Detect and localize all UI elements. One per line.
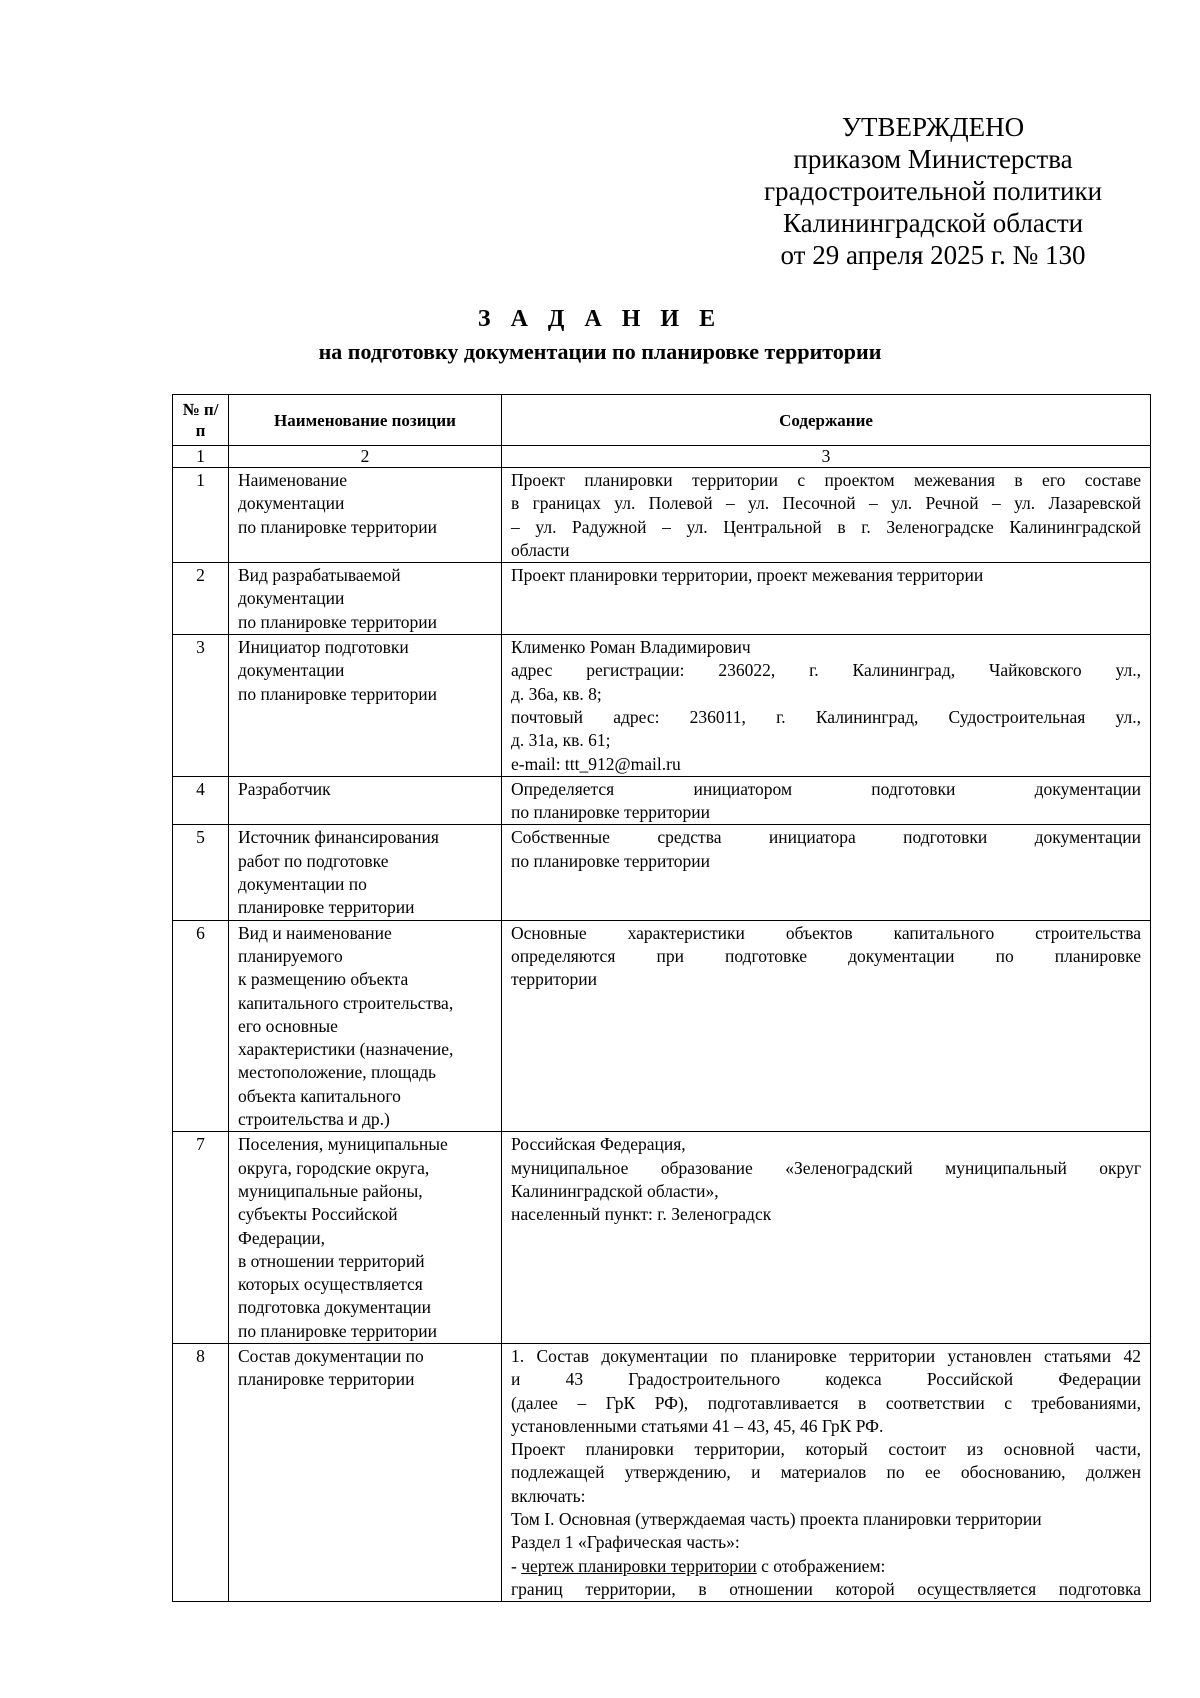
row-content-line: муниципальное образование «Зеленоградский муниципальный округ xyxy=(511,1157,1141,1178)
row-content-line: д. 36а, кв. 8; xyxy=(511,683,602,704)
row-content-line: Российская Федерация, xyxy=(511,1134,686,1155)
row-content-line: почтовый адрес: 236011, г. Калининград, Судостроительная ул., xyxy=(511,706,1141,727)
row-name-line: объекта капитального xyxy=(238,1085,401,1106)
row-name xyxy=(229,635,502,777)
row-name-line: Инициатор подготовки xyxy=(238,637,409,658)
row-content-line: в границах ул. Полевой – ул. Песочной – ул. Речной – ул. Лазаревской xyxy=(511,493,1141,514)
row-content-line: Основные характеристики объектов капитального строительства xyxy=(511,922,1141,943)
row-content-line: Проект планировки территории, проект межевания территории xyxy=(511,565,984,586)
row-content-line: и 43 Градостроительного кодекса Российской Федерации xyxy=(511,1369,1141,1390)
row-name-line: его основные xyxy=(238,1015,338,1036)
row-content xyxy=(502,635,1151,777)
row-number: 6 xyxy=(173,920,229,1132)
row-number: 1 xyxy=(173,468,229,563)
row-name xyxy=(229,825,502,920)
row-number: 3 xyxy=(173,635,229,777)
row-content-line: Клименко Роман Владимирович xyxy=(511,637,751,658)
row-name xyxy=(229,920,502,1132)
row-name-line: Федерации, xyxy=(238,1227,326,1248)
row-name-line: по планировке территории xyxy=(238,516,437,537)
row-content-line: территории xyxy=(511,969,597,990)
row-content-line: Собственные средства инициатора подготовки документации xyxy=(511,827,1141,848)
row-name-line: муниципальные районы, xyxy=(238,1180,423,1201)
row-number: 8 xyxy=(173,1343,229,1601)
index-cell: 3 xyxy=(502,446,1151,468)
task-table xyxy=(172,394,1151,1602)
row-name-line: Поселения, муниципальные xyxy=(238,1134,448,1155)
row-name-line: местоположение, площадь xyxy=(238,1062,436,1083)
row-name-line: документации по xyxy=(238,874,367,895)
row-name-line: субъекты Российской xyxy=(238,1204,398,1225)
row-content-line: д. 31а, кв. 61; xyxy=(511,730,611,751)
document-subtitle: на подготовку документации по планировке территории xyxy=(318,339,882,364)
row-name-line: Источник финансирования xyxy=(238,827,439,848)
row-name-line: строительства и др.) xyxy=(238,1109,390,1130)
row-name-line: по планировке территории xyxy=(238,1320,437,1341)
row-content-line: определяются при подготовке документации по планировке xyxy=(511,945,1141,966)
header-content: Содержание xyxy=(502,395,1151,446)
row-content-line: e-mail: ttt_912@mail.ru xyxy=(511,753,681,774)
header-position-name: Наименование позиции xyxy=(229,395,502,446)
row-name xyxy=(229,1132,502,1344)
approval-line: приказом Министерства xyxy=(793,144,1073,174)
approval-line: Калининградской области xyxy=(782,208,1084,238)
row-name-line: планировке территории xyxy=(238,897,415,918)
index-cell: 1 xyxy=(173,446,229,468)
row-name-line: планировке территории xyxy=(238,1369,415,1390)
row-content-line: – ул. Радужной – ул. Центральной в г. Зеленоградске Калининградской xyxy=(511,516,1141,537)
table-row xyxy=(173,1132,1151,1344)
row-name xyxy=(229,468,502,563)
row-content-line xyxy=(511,1555,1141,1578)
table-row xyxy=(173,776,1151,825)
table-row xyxy=(173,563,1151,635)
row-number: 4 xyxy=(173,776,229,825)
table-row xyxy=(173,635,1151,777)
row-name-line: по планировке территории xyxy=(238,683,437,704)
row-content-line: населенный пункт: г. Зеленоградск xyxy=(511,1204,772,1225)
row-name xyxy=(229,563,502,635)
row-content-line: по планировке территории xyxy=(511,850,710,871)
row-content-line: 1. Состав документации по планировке территории установлен статьями 42 xyxy=(511,1345,1141,1366)
approval-line: УТВЕРЖДЕНО xyxy=(841,112,1025,142)
row-name-line: к размещению объекта xyxy=(238,969,409,990)
table-header-row xyxy=(173,395,1151,446)
row-name-line: Вид и наименование xyxy=(238,922,392,943)
row-name-line: капитального строительства, xyxy=(238,992,454,1013)
row-content xyxy=(502,1132,1151,1344)
row-name-line: планируемого xyxy=(238,945,343,966)
row-name-line: Состав документации по xyxy=(238,1345,424,1366)
row-content-line: Проект планировки территории с проектом межевания в его составе xyxy=(511,470,1141,490)
row-name xyxy=(229,1343,502,1601)
row-content-fragment: с отображением: xyxy=(756,1555,886,1576)
row-name-line: по планировке территории xyxy=(238,611,437,632)
row-content xyxy=(502,468,1151,563)
row-content-line: адрес регистрации: 236022, г. Калининград, Чайковского ул., xyxy=(511,660,1141,681)
approval-line: от 29 апреля 2025 г. № 130 xyxy=(780,240,1086,270)
row-content-line: (далее – ГрК РФ), подготавливается в соответствии с требованиями, xyxy=(511,1392,1141,1413)
row-content-line: подлежащей утверждению, и материалов по ее обоснованию, должен xyxy=(511,1462,1141,1483)
row-number: 5 xyxy=(173,825,229,920)
row-content-line: области xyxy=(511,539,570,560)
row-content-line: Определяется инициатором подготовки документации xyxy=(511,778,1141,799)
row-number: 7 xyxy=(173,1132,229,1344)
row-content xyxy=(502,776,1151,825)
row-content-line: Том I. Основная (утверждаемая часть) проекта планировки территории xyxy=(511,1509,1042,1530)
row-name-line: в отношении территорий xyxy=(238,1250,425,1271)
row-content-line: Раздел 1 «Графическая часть»: xyxy=(511,1532,740,1553)
row-name-line: документации xyxy=(238,493,345,514)
row-name-line: которых осуществляется xyxy=(238,1274,423,1295)
header-number: № п/п xyxy=(173,395,229,446)
row-name-line: подготовка документации xyxy=(238,1297,431,1318)
table-index-row xyxy=(173,446,1151,468)
row-name-line: работ по подготовке xyxy=(238,850,389,871)
table-row xyxy=(173,468,1151,563)
table-row xyxy=(173,920,1151,1132)
row-name-line: Вид разрабатываемой xyxy=(238,565,401,586)
row-content xyxy=(502,920,1151,1132)
row-name-line: Разработчик xyxy=(238,778,331,799)
list-dash: - xyxy=(511,1555,522,1576)
row-content-line: Проект планировки территории, который состоит из основной части, xyxy=(511,1439,1141,1460)
row-content xyxy=(502,1343,1151,1601)
row-name-line: округа, городские округа, xyxy=(238,1157,430,1178)
row-name-line: характеристики (назначение, xyxy=(238,1039,454,1060)
underlined-term: чертеж планировки территории xyxy=(521,1555,757,1576)
index-cell: 2 xyxy=(229,446,502,468)
row-content-line: Калининградской области», xyxy=(511,1180,719,1201)
row-content xyxy=(502,825,1151,920)
row-content-line: по планировке территории xyxy=(511,802,710,823)
row-content-line: включать: xyxy=(511,1485,586,1506)
row-content-line: границ территории, в отношении которой осуществляется подготовка xyxy=(511,1578,1141,1599)
row-number: 2 xyxy=(173,563,229,635)
approval-stamp xyxy=(718,111,1148,271)
row-name xyxy=(229,776,502,825)
approval-line: градостроительной политики xyxy=(763,176,1103,206)
table-row xyxy=(173,1343,1151,1601)
row-name-line: Наименование xyxy=(238,470,348,490)
table-row xyxy=(173,825,1151,920)
row-name-line: документации xyxy=(238,588,345,609)
document-title: З А Д А Н И Е xyxy=(477,306,723,332)
row-content-line: установленными статьями 41 – 43, 45, 46 ГрК РФ. xyxy=(511,1415,884,1436)
row-name-line: документации xyxy=(238,660,345,681)
row-content xyxy=(502,563,1151,635)
